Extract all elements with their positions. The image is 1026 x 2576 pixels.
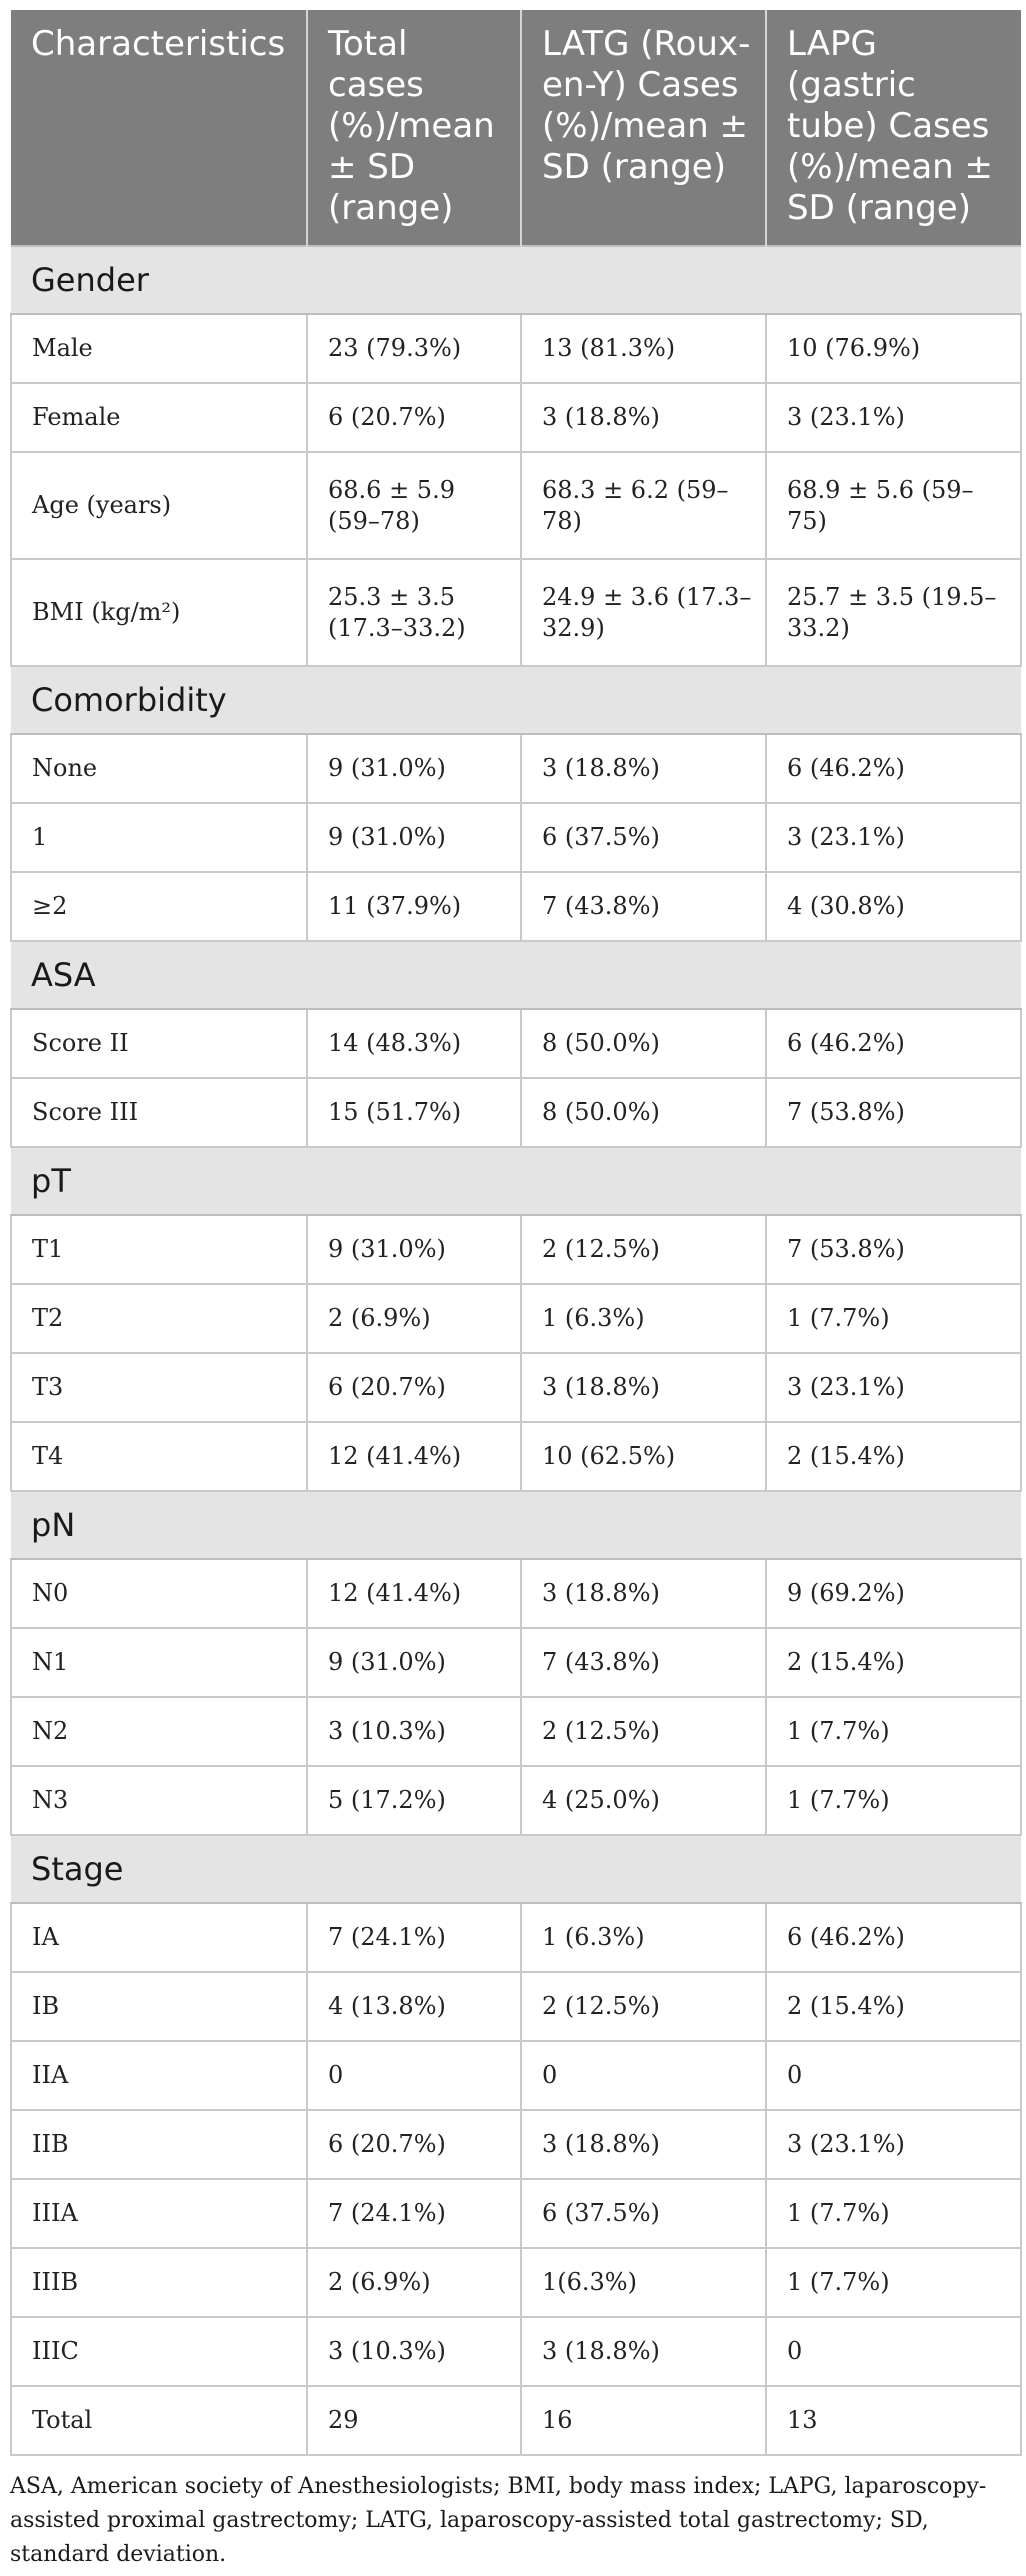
lapg-cell: 4 (30.8%) bbox=[766, 872, 1021, 941]
lapg-cell: 2 (15.4%) bbox=[766, 1628, 1021, 1697]
total-cases-cell: 9 (31.0%) bbox=[307, 1215, 521, 1284]
lapg-cell: 68.9 ± 5.6 (59–75) bbox=[766, 452, 1021, 559]
latg-cell: 2 (12.5%) bbox=[521, 1215, 766, 1284]
latg-cell: 68.3 ± 6.2 (59–78) bbox=[521, 452, 766, 559]
latg-cell: 3 (18.8%) bbox=[521, 1559, 766, 1628]
row-label: Female bbox=[11, 383, 307, 452]
latg-cell: 3 (18.8%) bbox=[521, 2317, 766, 2386]
table-row bbox=[11, 1559, 1021, 1628]
table-body bbox=[11, 246, 1021, 2455]
table-row bbox=[11, 1215, 1021, 1284]
lapg-cell: 6 (46.2%) bbox=[766, 1903, 1021, 1972]
table-row bbox=[11, 2386, 1021, 2455]
row-label: Score II bbox=[11, 1009, 307, 1078]
row-label: 1 bbox=[11, 803, 307, 872]
table-row bbox=[11, 872, 1021, 941]
table-row bbox=[11, 1422, 1021, 1491]
latg-cell: 1(6.3%) bbox=[521, 2248, 766, 2317]
row-label: N1 bbox=[11, 1628, 307, 1697]
lapg-cell: 3 (23.1%) bbox=[766, 383, 1021, 452]
row-label: IIIA bbox=[11, 2179, 307, 2248]
column-header-characteristics: Characteristics bbox=[11, 10, 307, 246]
table-row bbox=[11, 383, 1021, 452]
row-label: ≥2 bbox=[11, 872, 307, 941]
lapg-cell: 1 (7.7%) bbox=[766, 2179, 1021, 2248]
latg-cell: 1 (6.3%) bbox=[521, 1284, 766, 1353]
section-label: Comorbidity bbox=[11, 666, 1021, 734]
total-cases-cell: 11 (37.9%) bbox=[307, 872, 521, 941]
section-row bbox=[11, 1835, 1021, 1903]
row-label: Total bbox=[11, 2386, 307, 2455]
total-cases-cell: 0 bbox=[307, 2041, 521, 2110]
section-row bbox=[11, 666, 1021, 734]
latg-cell: 2 (12.5%) bbox=[521, 1697, 766, 1766]
row-label: IB bbox=[11, 1972, 307, 2041]
section-row bbox=[11, 1147, 1021, 1215]
total-cases-cell: 25.3 ± 3.5 (17.3–33.2) bbox=[307, 559, 521, 666]
column-header-latg: LATG (Roux-en-Y) Cases (%)/mean ± SD (range) bbox=[521, 10, 766, 246]
lapg-cell: 6 (46.2%) bbox=[766, 734, 1021, 803]
table-row bbox=[11, 1353, 1021, 1422]
latg-cell: 7 (43.8%) bbox=[521, 872, 766, 941]
row-label: IIB bbox=[11, 2110, 307, 2179]
table-row bbox=[11, 2041, 1021, 2110]
total-cases-cell: 4 (13.8%) bbox=[307, 1972, 521, 2041]
table-row bbox=[11, 2248, 1021, 2317]
table-row bbox=[11, 2317, 1021, 2386]
row-label: N3 bbox=[11, 1766, 307, 1835]
header-row bbox=[11, 10, 1021, 246]
total-cases-cell: 5 (17.2%) bbox=[307, 1766, 521, 1835]
total-cases-cell: 68.6 ± 5.9 (59–78) bbox=[307, 452, 521, 559]
total-cases-cell: 9 (31.0%) bbox=[307, 803, 521, 872]
row-label: T1 bbox=[11, 1215, 307, 1284]
lapg-cell: 0 bbox=[766, 2317, 1021, 2386]
table-row bbox=[11, 2110, 1021, 2179]
table-row bbox=[11, 1903, 1021, 1972]
table-row bbox=[11, 2179, 1021, 2248]
latg-cell: 0 bbox=[521, 2041, 766, 2110]
section-label: Gender bbox=[11, 246, 1021, 314]
section-row bbox=[11, 1491, 1021, 1559]
latg-cell: 3 (18.8%) bbox=[521, 1353, 766, 1422]
table-row bbox=[11, 1078, 1021, 1147]
latg-cell: 4 (25.0%) bbox=[521, 1766, 766, 1835]
table-row bbox=[11, 314, 1021, 383]
lapg-cell: 0 bbox=[766, 2041, 1021, 2110]
lapg-cell: 25.7 ± 3.5 (19.5–33.2) bbox=[766, 559, 1021, 666]
table-row bbox=[11, 559, 1021, 666]
row-label: IIIB bbox=[11, 2248, 307, 2317]
table-row bbox=[11, 452, 1021, 559]
lapg-cell: 2 (15.4%) bbox=[766, 1972, 1021, 2041]
lapg-cell: 7 (53.8%) bbox=[766, 1078, 1021, 1147]
total-cases-cell: 14 (48.3%) bbox=[307, 1009, 521, 1078]
lapg-cell: 2 (15.4%) bbox=[766, 1422, 1021, 1491]
table-container bbox=[10, 10, 1020, 2572]
latg-cell: 13 (81.3%) bbox=[521, 314, 766, 383]
lapg-cell: 3 (23.1%) bbox=[766, 803, 1021, 872]
total-cases-cell: 12 (41.4%) bbox=[307, 1559, 521, 1628]
latg-cell: 1 (6.3%) bbox=[521, 1903, 766, 1972]
latg-cell: 10 (62.5%) bbox=[521, 1422, 766, 1491]
section-label: Stage bbox=[11, 1835, 1021, 1903]
row-label: N0 bbox=[11, 1559, 307, 1628]
table-footnote: ASA, American society of Anesthesiologists; BMI, body mass index; LAPG, laparoscopy-assisted proximal gastrectomy; LATG, laparoscopy-assisted total gastrectomy; SD, standard deviation. bbox=[10, 2474, 987, 2567]
table-row bbox=[11, 803, 1021, 872]
total-cases-cell: 7 (24.1%) bbox=[307, 2179, 521, 2248]
lapg-cell: 6 (46.2%) bbox=[766, 1009, 1021, 1078]
lapg-cell: 9 (69.2%) bbox=[766, 1559, 1021, 1628]
total-cases-cell: 3 (10.3%) bbox=[307, 2317, 521, 2386]
row-label: IA bbox=[11, 1903, 307, 1972]
total-cases-cell: 3 (10.3%) bbox=[307, 1697, 521, 1766]
latg-cell: 7 (43.8%) bbox=[521, 1628, 766, 1697]
latg-cell: 3 (18.8%) bbox=[521, 2110, 766, 2179]
row-label: N2 bbox=[11, 1697, 307, 1766]
row-label: Age (years) bbox=[11, 452, 307, 559]
total-cases-cell: 2 (6.9%) bbox=[307, 1284, 521, 1353]
row-label: Male bbox=[11, 314, 307, 383]
section-label: ASA bbox=[11, 941, 1021, 1009]
lapg-cell: 1 (7.7%) bbox=[766, 1766, 1021, 1835]
table-row bbox=[11, 1628, 1021, 1697]
row-label: T4 bbox=[11, 1422, 307, 1491]
lapg-cell: 7 (53.8%) bbox=[766, 1215, 1021, 1284]
lapg-cell: 10 (76.9%) bbox=[766, 314, 1021, 383]
total-cases-cell: 23 (79.3%) bbox=[307, 314, 521, 383]
row-label: T2 bbox=[11, 1284, 307, 1353]
latg-cell: 24.9 ± 3.6 (17.3–32.9) bbox=[521, 559, 766, 666]
latg-cell: 3 (18.8%) bbox=[521, 383, 766, 452]
latg-cell: 8 (50.0%) bbox=[521, 1078, 766, 1147]
total-cases-cell: 2 (6.9%) bbox=[307, 2248, 521, 2317]
table-row bbox=[11, 1972, 1021, 2041]
row-label: IIA bbox=[11, 2041, 307, 2110]
table-row bbox=[11, 1009, 1021, 1078]
row-label: IIIC bbox=[11, 2317, 307, 2386]
lapg-cell: 3 (23.1%) bbox=[766, 1353, 1021, 1422]
lapg-cell: 3 (23.1%) bbox=[766, 2110, 1021, 2179]
total-cases-cell: 6 (20.7%) bbox=[307, 383, 521, 452]
total-cases-cell: 9 (31.0%) bbox=[307, 1628, 521, 1697]
row-label: T3 bbox=[11, 1353, 307, 1422]
section-row bbox=[11, 246, 1021, 314]
total-cases-cell: 15 (51.7%) bbox=[307, 1078, 521, 1147]
table-header bbox=[11, 10, 1021, 246]
characteristics-table bbox=[10, 10, 1022, 2456]
total-cases-cell: 6 (20.7%) bbox=[307, 2110, 521, 2179]
total-cases-cell: 29 bbox=[307, 2386, 521, 2455]
latg-cell: 16 bbox=[521, 2386, 766, 2455]
table-row bbox=[11, 1766, 1021, 1835]
lapg-cell: 13 bbox=[766, 2386, 1021, 2455]
table-row bbox=[11, 1284, 1021, 1353]
column-header-lapg: LAPG (gastric tube) Cases (%)/mean ± SD (range) bbox=[766, 10, 1021, 246]
lapg-cell: 1 (7.7%) bbox=[766, 1284, 1021, 1353]
total-cases-cell: 6 (20.7%) bbox=[307, 1353, 521, 1422]
table-row bbox=[11, 1697, 1021, 1766]
latg-cell: 8 (50.0%) bbox=[521, 1009, 766, 1078]
total-cases-cell: 7 (24.1%) bbox=[307, 1903, 521, 1972]
section-label: pN bbox=[11, 1491, 1021, 1559]
latg-cell: 6 (37.5%) bbox=[521, 803, 766, 872]
lapg-cell: 1 (7.7%) bbox=[766, 1697, 1021, 1766]
total-cases-cell: 9 (31.0%) bbox=[307, 734, 521, 803]
lapg-cell: 1 (7.7%) bbox=[766, 2248, 1021, 2317]
column-header-total-cases: Total cases (%)/mean ± SD (range) bbox=[307, 10, 521, 246]
latg-cell: 3 (18.8%) bbox=[521, 734, 766, 803]
row-label: Score III bbox=[11, 1078, 307, 1147]
total-cases-cell: 12 (41.4%) bbox=[307, 1422, 521, 1491]
latg-cell: 6 (37.5%) bbox=[521, 2179, 766, 2248]
section-label: pT bbox=[11, 1147, 1021, 1215]
table-row bbox=[11, 734, 1021, 803]
latg-cell: 2 (12.5%) bbox=[521, 1972, 766, 2041]
row-label: BMI (kg/m²) bbox=[11, 559, 307, 666]
section-row bbox=[11, 941, 1021, 1009]
row-label: None bbox=[11, 734, 307, 803]
